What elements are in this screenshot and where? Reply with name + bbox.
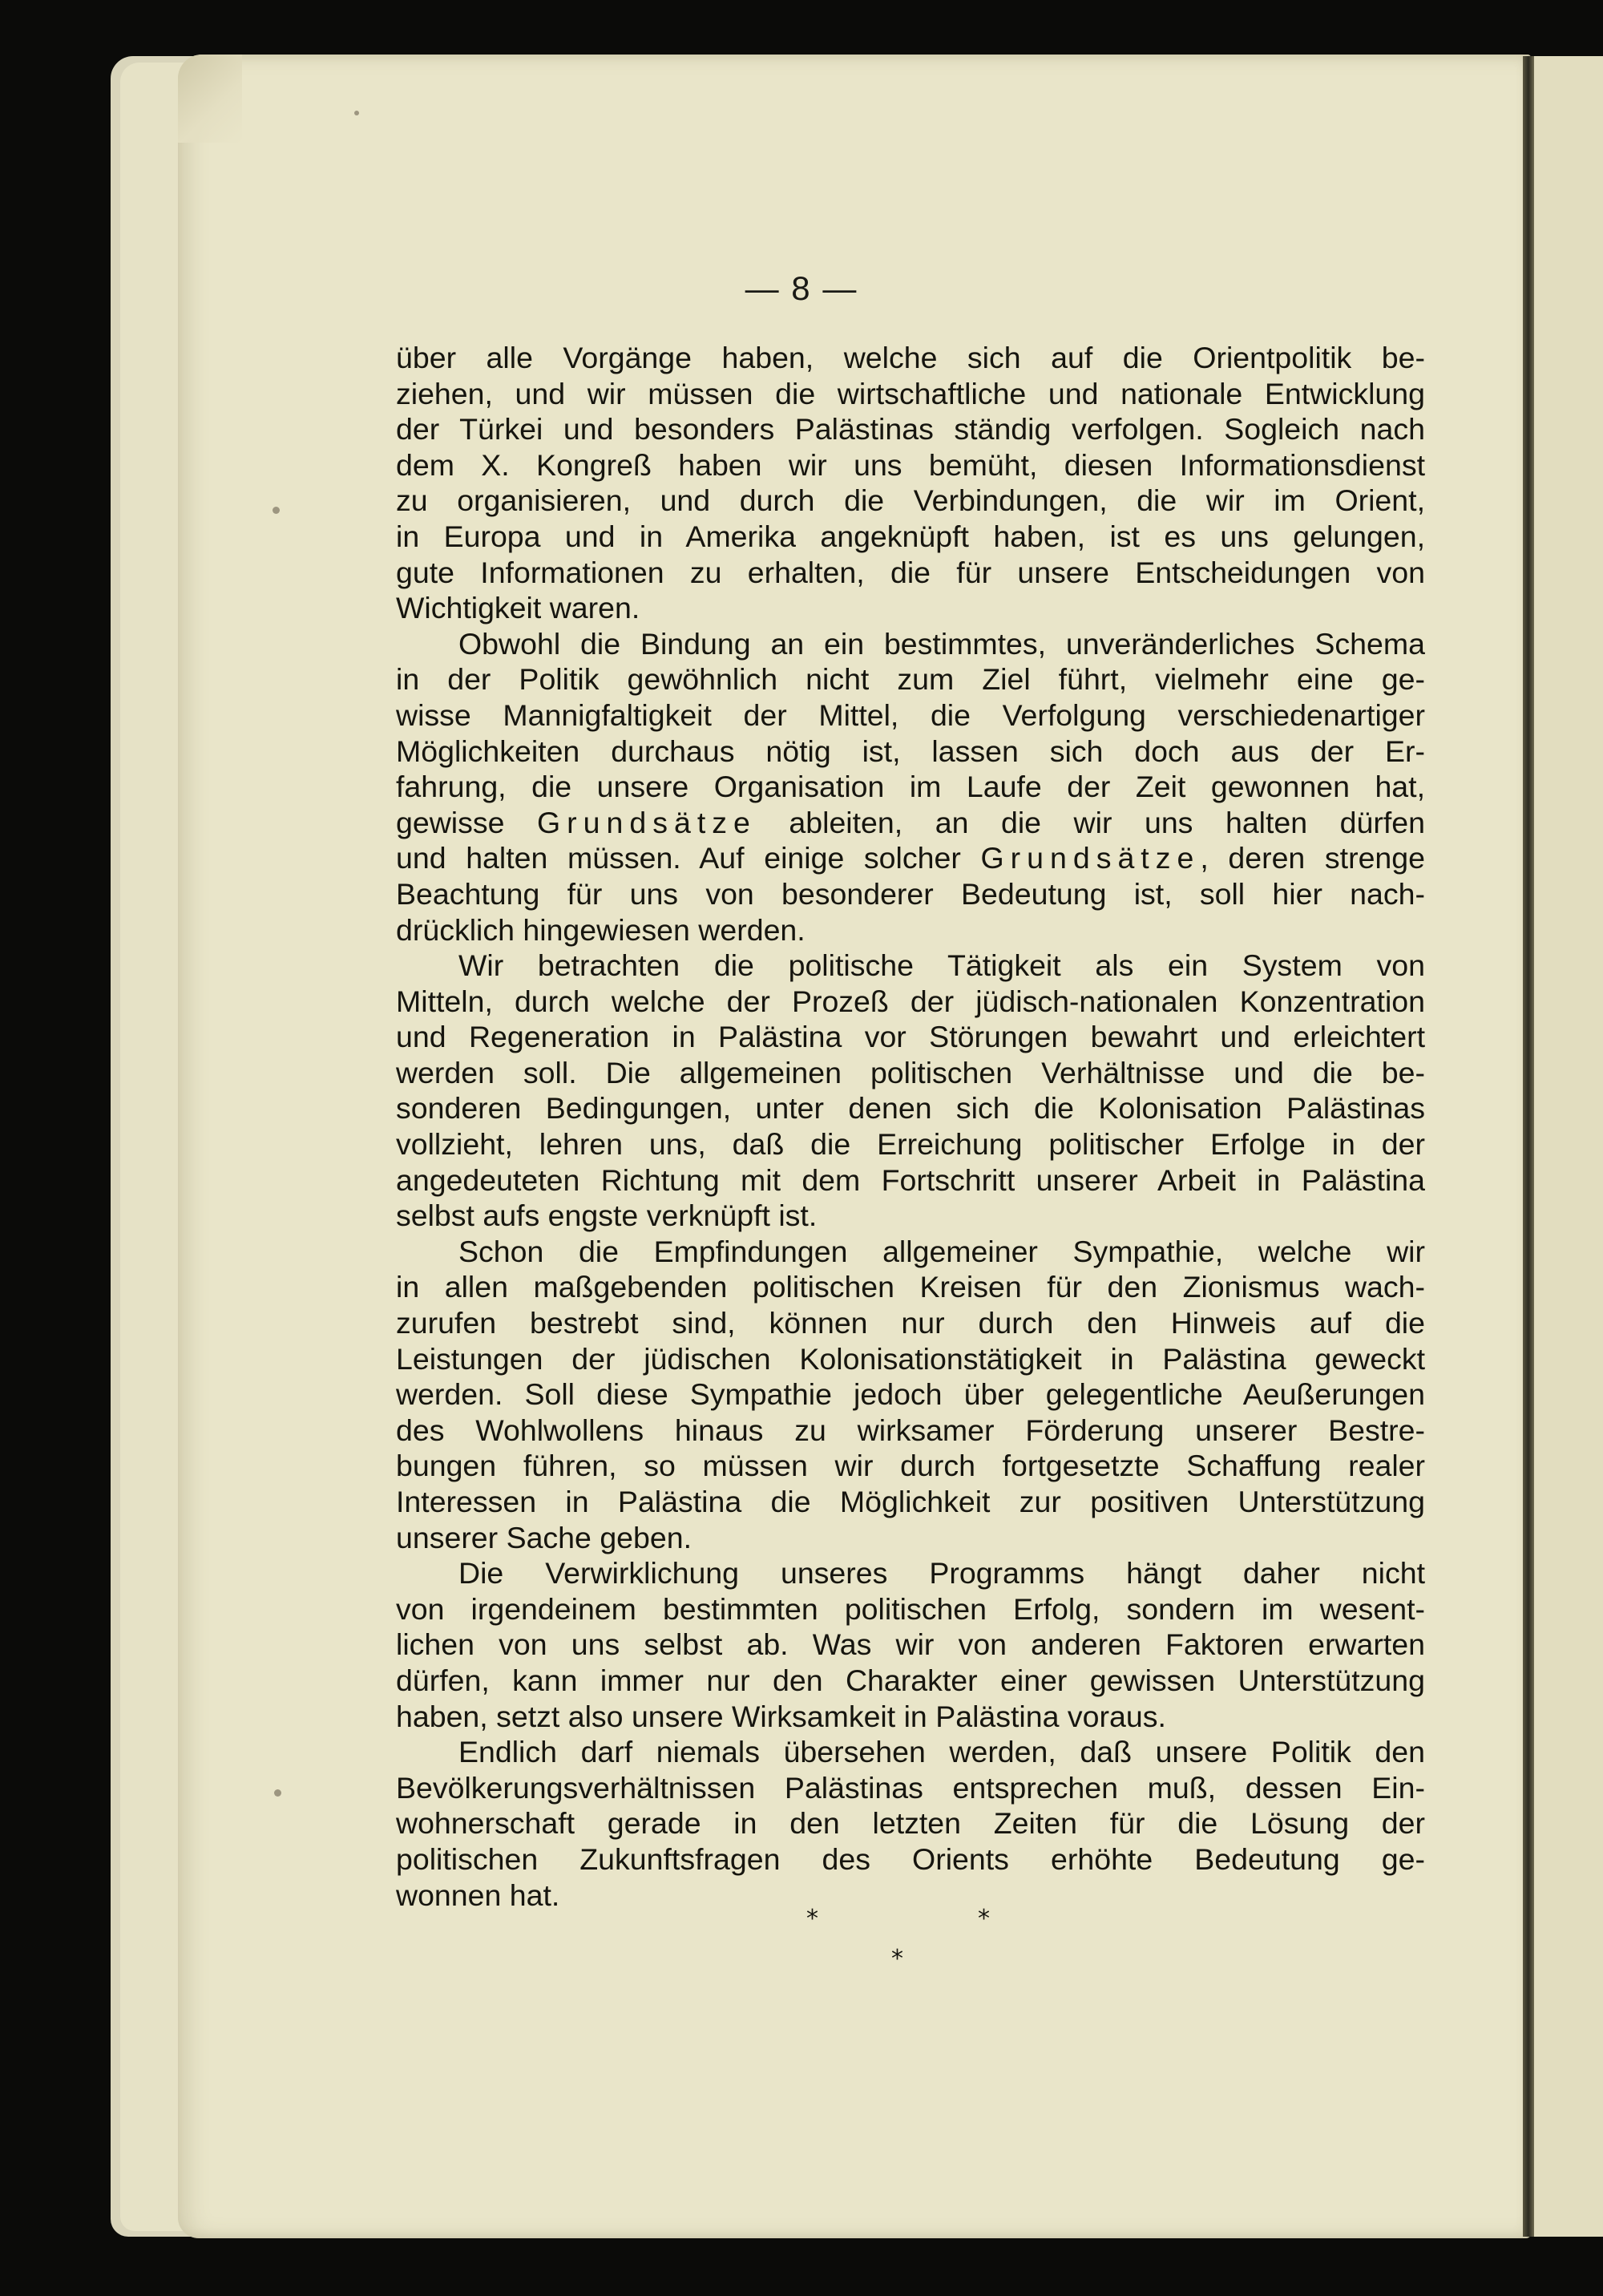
page-number: — 8 — (745, 269, 858, 307)
text-line: wisse Mannigfaltigkeit der Mittel, die Verfolgung verschiedenartiger (396, 697, 1425, 732)
paragraph (396, 1734, 1425, 1913)
text-line: in der Politik gewöhnlich nicht zum Ziel führt, vielmehr eine ge- (396, 662, 1425, 697)
emphasized-word: Grundsätze (537, 805, 757, 839)
text-line: Leistungen der jüdischen Kolonisationstätigkeit in Palästina geweckt (396, 1341, 1425, 1376)
text-line: Die Verwirklichung unseres Programms hängt daher nicht (458, 1556, 1425, 1591)
text-line: zu organisieren, und durch die Verbindungen, die wir im Orient, (396, 483, 1425, 518)
paper-speck (354, 111, 359, 115)
text-line: Obwohl die Bindung an ein bestimmtes, unveränderliches Schema (458, 626, 1425, 661)
text-line: der Türkei und besonders Palästinas ständig verfolgen. Sogleich nach (396, 412, 1425, 447)
text-line: sonderen Bedingungen, unter denen sich die Kolonisation Palästinas (396, 1091, 1425, 1126)
text-line: selbst aufs engste verknüpft ist. (396, 1199, 818, 1233)
text-line: in allen maßgebenden politischen Kreisen für den Zionismus wach- (396, 1270, 1425, 1304)
text-line: Bevölkerungsverhältnissen Palästinas entsprechen muß, dessen Ein- (396, 1770, 1425, 1805)
text-line: haben, setzt also unsere Wirksamkeit in Palästina voraus. (396, 1699, 1166, 1733)
text-line: dürfen, kann immer nur den Charakter einer gewissen Unterstützung (396, 1663, 1425, 1697)
emphasized-word: Grundsätze (980, 841, 1201, 875)
paragraph (396, 340, 1425, 626)
text-line: Wir betrachten die politische Tätigkeit als ein System von (458, 948, 1425, 983)
body-text (396, 340, 1425, 1913)
text-line: vollzieht, lehren uns, daß die Erreichung politischer Erfolge in der (396, 1127, 1425, 1162)
asterisk: * (806, 1905, 818, 1933)
book-gutter (1523, 56, 1534, 2237)
paragraph (396, 948, 1425, 1234)
text-line: unserer Sache geben. (396, 1520, 692, 1554)
text-line: zurufen bestrebt sind, können nur durch den Hinweis auf die (396, 1306, 1425, 1340)
page-corner-fold (178, 55, 242, 143)
paragraph (396, 626, 1425, 948)
text-line: wohnerschaft gerade in den letzten Zeiten für die Lösung der (396, 1806, 1425, 1841)
text-line: des Wohlwollens hinaus zu wirksamer Förderung unserer Bestre- (396, 1413, 1425, 1447)
text-line: Schon die Empfindungen allgemeiner Sympathie, welche wir (458, 1234, 1425, 1268)
text-line: drücklich hingewiesen werden. (396, 912, 806, 947)
text-line: dem X. Kongreß haben wir uns bemüht, diesen Informationsdienst (396, 447, 1425, 482)
text-line: Interessen in Palästina die Möglichkeit zur positiven Unterstützung (396, 1485, 1425, 1518)
text-line: über alle Vorgänge haben, welche sich auf die Orientpolitik be- (396, 341, 1425, 374)
text-line: Möglichkeiten durchaus nötig ist, lassen sich doch aus der Er- (396, 734, 1425, 768)
paper-speck (273, 507, 280, 514)
paper-speck (274, 1789, 281, 1797)
text-line: Endlich darf niemals übersehen werden, daß unsere Politik den (458, 1735, 1425, 1769)
text-line: Wichtigkeit waren. (396, 591, 640, 625)
text-line: und Regeneration in Palästina vor Störungen bewahrt und erleichtert (396, 1020, 1425, 1054)
section-break-asterisks (766, 1905, 1023, 1993)
text-line: angedeuteten Richtung mit dem Fortschritt unserer Arbeit in Palästina (396, 1162, 1425, 1197)
text-line: gewisse Grundsätze ableiten, an die wir uns halten dürfen (396, 805, 1425, 839)
text-line: politischen Zukunftsfragen des Orients erhöhte Bedeutung ge- (396, 1841, 1425, 1876)
paragraph (396, 1555, 1425, 1734)
text-line: gute Informationen zu erhalten, die für unsere Entscheidungen von (396, 555, 1425, 589)
text-line: Beachtung für uns von besonderer Bedeutung ist, soll hier nach- (396, 876, 1425, 911)
text-line: werden soll. Die allgemeinen politischen Verhältnisse und die be- (396, 1055, 1425, 1089)
text-line: lichen von uns selbst ab. Was wir von anderen Faktoren erwarten (396, 1627, 1425, 1662)
text-line: fahrung, die unsere Organisation im Laufe der Zeit gewonnen hat, (396, 770, 1425, 804)
asterisk: * (978, 1905, 990, 1933)
text-line: und halten müssen. Auf einige solcher Grundsätze, deren strenge (396, 841, 1426, 875)
text-line: bungen führen, so müssen wir durch fortgesetzte Schaffung realer (396, 1449, 1425, 1483)
text-line: von irgendeinem bestimmten politischen Erfolg, sondern im wesent- (396, 1591, 1425, 1626)
text-line: wonnen hat. (396, 1878, 560, 1912)
text-line: in Europa und in Amerika angeknüpft haben, ist es uns gelungen, (396, 519, 1425, 553)
text-line: ziehen, und wir müssen die wirtschaftliche und nationale Entwicklung (396, 376, 1425, 410)
asterisk: * (891, 1945, 903, 1973)
text-line: werden. Soll diese Sympathie jedoch über gelegentliche Aeußerungen (396, 1377, 1425, 1412)
facing-page-edge (1529, 56, 1603, 2237)
paragraph (396, 1234, 1425, 1555)
text-line: Mitteln, durch welche der Prozeß der jüdisch-nationalen Konzentration (396, 984, 1425, 1018)
